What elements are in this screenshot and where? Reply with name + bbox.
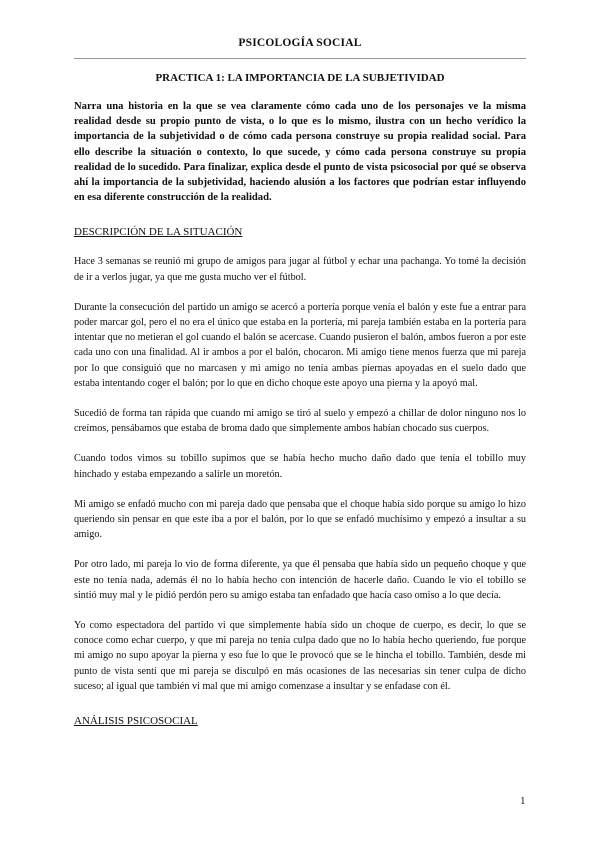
document-body	[74, 99, 526, 729]
body-paragraph: Yo como espectadora del partido vi que simplemente había sido un choque de cuerpo, es decir, lo que se conoce como echar cuerpo, y que mi pareja no tenía culpa dado que no lo había hecho queriendo, fue porque mi amigo no supo apoyar la pierna y eso fue lo que le provocó que se le hincha el tobillo. También, desde mi punto de vista sentí que mi pareja se disculpó en más ocasiones de las necesarias sin tener culpa de dicho suceso; al igual que también vi mal que mi amigo comenzase a insultar y se enfadase con él.	[74, 620, 526, 692]
assignment-prompt: Narra una historia en la que se vea claramente cómo cada uno de los personajes ve la misma realidad desde su propio punto de vista, o lo que es lo mismo, ilustra con un hecho verídico la importancia de la subjetividad o de cómo cada persona construye su propia realidad social. Para ello describe la situación o contexto, lo que sucede, y cómo cada persona construye su propia realidad de lo sucedido. Para finalizar, explica desde el punto de vista psicosocial por qué se observa ahí la importancia de la subjetividad, haciendo alusión a los factores que podrían estar influyendo en esa diferente construcción de la realidad.	[74, 101, 526, 204]
body-paragraph: Cuando todos vimos su tobillo supimos que se había hecho mucho daño dado que tenía el tobillo muy hinchado y estaba empezando a salirle un moretón.	[74, 453, 526, 480]
body-paragraph: Durante la consecución del partido un amigo se acercó a portería porque venía el balón y este fue a entrar para poder marcar gol, pero el no era el único que estaba en la portería, mi pareja también estaba en la portería para intentar que no metieran el gol cuando el balón se acercase. Cuando pusieron el balón, ambos fueron a por este cada uno con una finalidad. Al ir ambos a por el balón, chocaron. Mi amigo tiene menos fuerza que mi pareja por lo que consiguió que no marcasen y mi amigo no tenía ambas piernas apoyadas en el suelo dado que estaba intentando coger el balón; por lo que en dicho choque este apoyo una pierna y la apoyó mal.	[74, 301, 526, 389]
section-heading-analysis: ANÁLISIS PSICOSOCIAL	[74, 715, 198, 728]
header-rule	[74, 58, 526, 59]
page-number: 1	[520, 795, 526, 807]
body-paragraph: Hace 3 semanas se reunió mi grupo de amigos para jugar al fútbol y echar una pachanga. Yo tomé la decisión de ir a verlos jugar, ya que me gusta mucho ver el fútbol.	[74, 256, 526, 283]
body-paragraph: Mi amigo se enfadó mucho con mi pareja dado que pensaba que el choque había sido porque su amigo lo hizo queriendo sin pensar en que este iba a por el balón, por lo que se enfadó muchísimo y empezó a insultar a su amigo.	[74, 498, 526, 541]
practice-title: PRACTICA 1: LA IMPORTANCIA DE LA SUBJETIVIDAD	[155, 72, 445, 84]
body-paragraph: Por otro lado, mi pareja lo vio de forma diferente, ya que él pensaba que había sido un pequeño choque y que este no tenía nada, además él no lo había hecho con intención de hacerle daño. Cuando le vio el tobillo se sintió muy mal y le pidió perdón pero su amigo estaba tan enfadado que hacía caso omiso a lo que decía.	[74, 559, 526, 601]
body-paragraph: Sucedió de forma tan rápida que cuando mi amigo se tiró al suelo y empezó a chillar de dolor ninguno nos lo creímos, pensábamos que estaba de broma dado que simplemente ambos habían chocado sus cuerpos.	[74, 408, 526, 435]
running-header: PSICOLOGÍA SOCIAL	[238, 37, 362, 49]
section-heading-description: DESCRIPCIÓN DE LA SITUACIÓN	[74, 226, 243, 239]
